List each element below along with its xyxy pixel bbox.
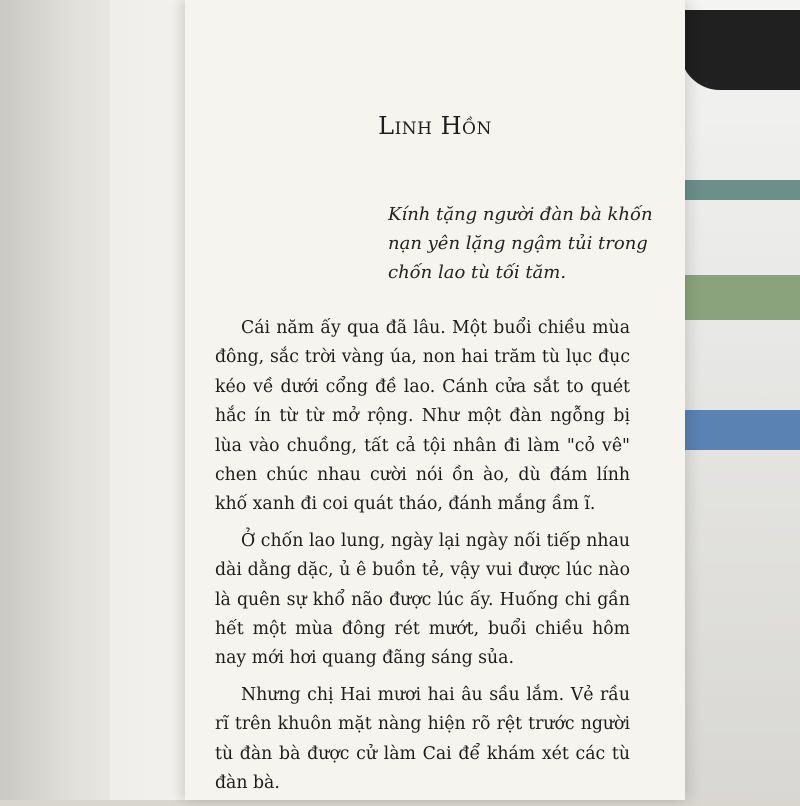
- paragraph: Ở chốn lao lung, ngày lại ngày nối tiếp nhau dài dằng dặc, ủ ê buồn tẻ, vậy vui được lúc nào là quên sự khổ não được lúc ấy. Huống chi gần hết một mùa đông rét mướt, buổi chiều hôm nay mới hơi quang đãng sáng sủa.: [215, 530, 630, 669]
- paragraph: Cái năm ấy qua đã lâu. Một buổi chiều mùa đông, sắc trời vàng úa, non hai trăm tù lục đục kéo về dưới cổng đề lao. Cánh cửa sắt to quét hắc ín từ từ mở rộng. Như một đàn ngỗng bị lùa vào chuồng, tất cả tội nhân đi làm "cỏ vê" chen chúc nhau cười nói ồn ào, dù đám lính khố xanh đi coi quát tháo, đánh mắng ầm ĩ.: [215, 318, 630, 515]
- book-page: [185, 0, 685, 800]
- background-object: [680, 180, 800, 200]
- dedication: Kính tặng người đàn bà khốn nạn yên lặng ngậm tủi trong chốn lao tù tối tăm.: [388, 204, 653, 283]
- background-object: [682, 275, 800, 320]
- paragraph: Nhưng chị Hai mươi hai âu sầu lắm. Vẻ rầu rĩ trên khuôn mặt nàng hiện rõ rệt trước người tù đàn bà được cử làm Cai để khám xét các tù đàn bà.: [215, 684, 630, 794]
- chapter-title: Linh Hồn: [378, 112, 492, 140]
- chapter-body: [215, 314, 630, 806]
- background-object: [682, 410, 800, 450]
- background-object: [680, 10, 800, 90]
